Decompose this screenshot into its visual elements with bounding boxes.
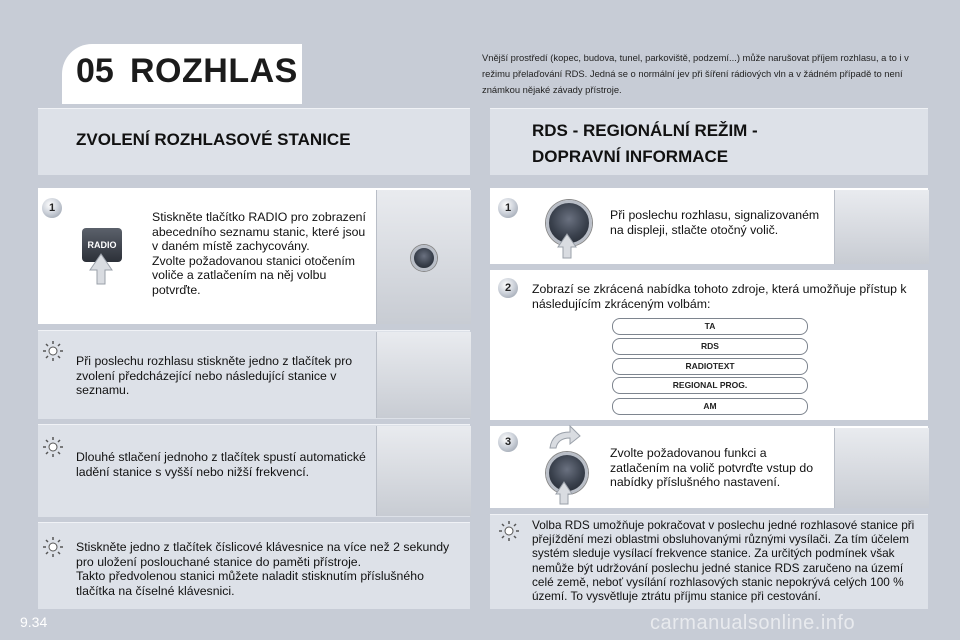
chapter-title: ROZHLAS [130,52,298,90]
right-section-title: RDS - REGIONÁLNÍ REŽIM - DOPRAVNÍ INFORMACE [532,121,758,166]
step-2-badge: 2 [498,278,518,298]
right-step1-text: Při poslechu rozhlasu, signalizovaném na displeji, stlačte otočný volič. [610,208,820,237]
radio-panel-thumbnail [834,428,929,508]
radio-panel-thumbnail [834,190,929,264]
menu-option-regional-prog: REGIONAL PROG. [612,377,808,394]
press-arrow-icon [88,252,114,286]
step-1-badge: 1 [498,198,518,218]
left-tip1-text: Při poslechu rozhlasu stiskněte jedno z tlačítek pro zvolení předcházející nebo následující stanice v seznamu. [76,354,353,397]
menu-option-rds: RDS [612,338,808,355]
chapter-number: 05 [76,52,114,90]
step-3-badge: 3 [498,432,518,452]
tip-icon [42,536,64,558]
tip-icon [498,520,520,542]
rotate-arrow-icon [546,424,582,452]
step-1-badge: 1 [42,198,62,218]
right-step2-text: Zobrazí se zkrácená nabídka tohoto zdroje, která umožňuje přístup k následujícím zkráceným volbám: [532,282,907,311]
tip-icon [42,436,64,458]
press-arrow-icon [556,232,578,260]
menu-option-am: AM [612,398,808,415]
left-step1-text: Stiskněte tlačítko RADIO pro zobrazení abecedního seznamu stanic, které jsou v daném místě zachycovány. Zvolte požadovanou stanici otočením voliče a zatlačením na něj volbu potvrďte. [152,210,366,297]
radio-preset-thumbnail [376,332,471,418]
watermark: carmanualsonline.info [650,612,856,634]
page-number: 9.34 [20,614,48,630]
right-step3-text: Zvolte požadovanou funkci a zatlačením na volič potvrďte vstup do nabídky příslušného nastavení. [610,446,814,489]
radio-panel-thumbnail [376,190,471,324]
radio-button-illustration: RADIO [82,228,122,262]
right-tip-text: Volba RDS umožňuje pokračovat v poslechu jedné rozhlasové stanice při přejíždění mezi oblastmi obsluhovanými různými vysílači. Za tím účelem systém sleduje vysílací frekvence stanice. Za určitých podmínek však nemůže být udržování poslechu jedné stanice RDS zaručeno na území celé země, neboť vysílání rozhlasových stanic nepokrývá celých 100 % území. To vysvětluje ztrátu příjmu stanice při cestování. [532,518,915,604]
radio-knob-icon [411,245,437,271]
left-tip3-text: Stiskněte jedno z tlačítek číslicové klávesnice na více než 2 sekundy pro uložení poslouchané stanice do paměti přístroje. Takto předvolenou stanici můžete naladit stisknutím příslušného tlačítka na číselné klávesnici. [76,540,450,598]
tip-icon [42,340,64,362]
left-tip2-text: Dlouhé stlačení jednoho z tlačítek spustí automatické ladění stanice s vyšší nebo nižší frekvencí. [76,450,366,479]
press-arrow-icon [554,480,574,506]
left-section-title: ZVOLENÍ ROZHLASOVÉ STANICE [76,130,351,149]
intro-note: Vnější prostředí (kopec, budova, tunel, parkoviště, podzemí...) může narušovat příjem rozhlasu, a to i v režimu přelaďování RDS. Jedná se o normální jev při šíření rádiových vln a v žádném případě to není známkou nějaké závady přístroje. [482,52,909,95]
radio-seek-thumbnail [376,426,471,516]
menu-option-radiotext: RADIOTEXT [612,358,808,375]
menu-option-ta: TA [612,318,808,335]
